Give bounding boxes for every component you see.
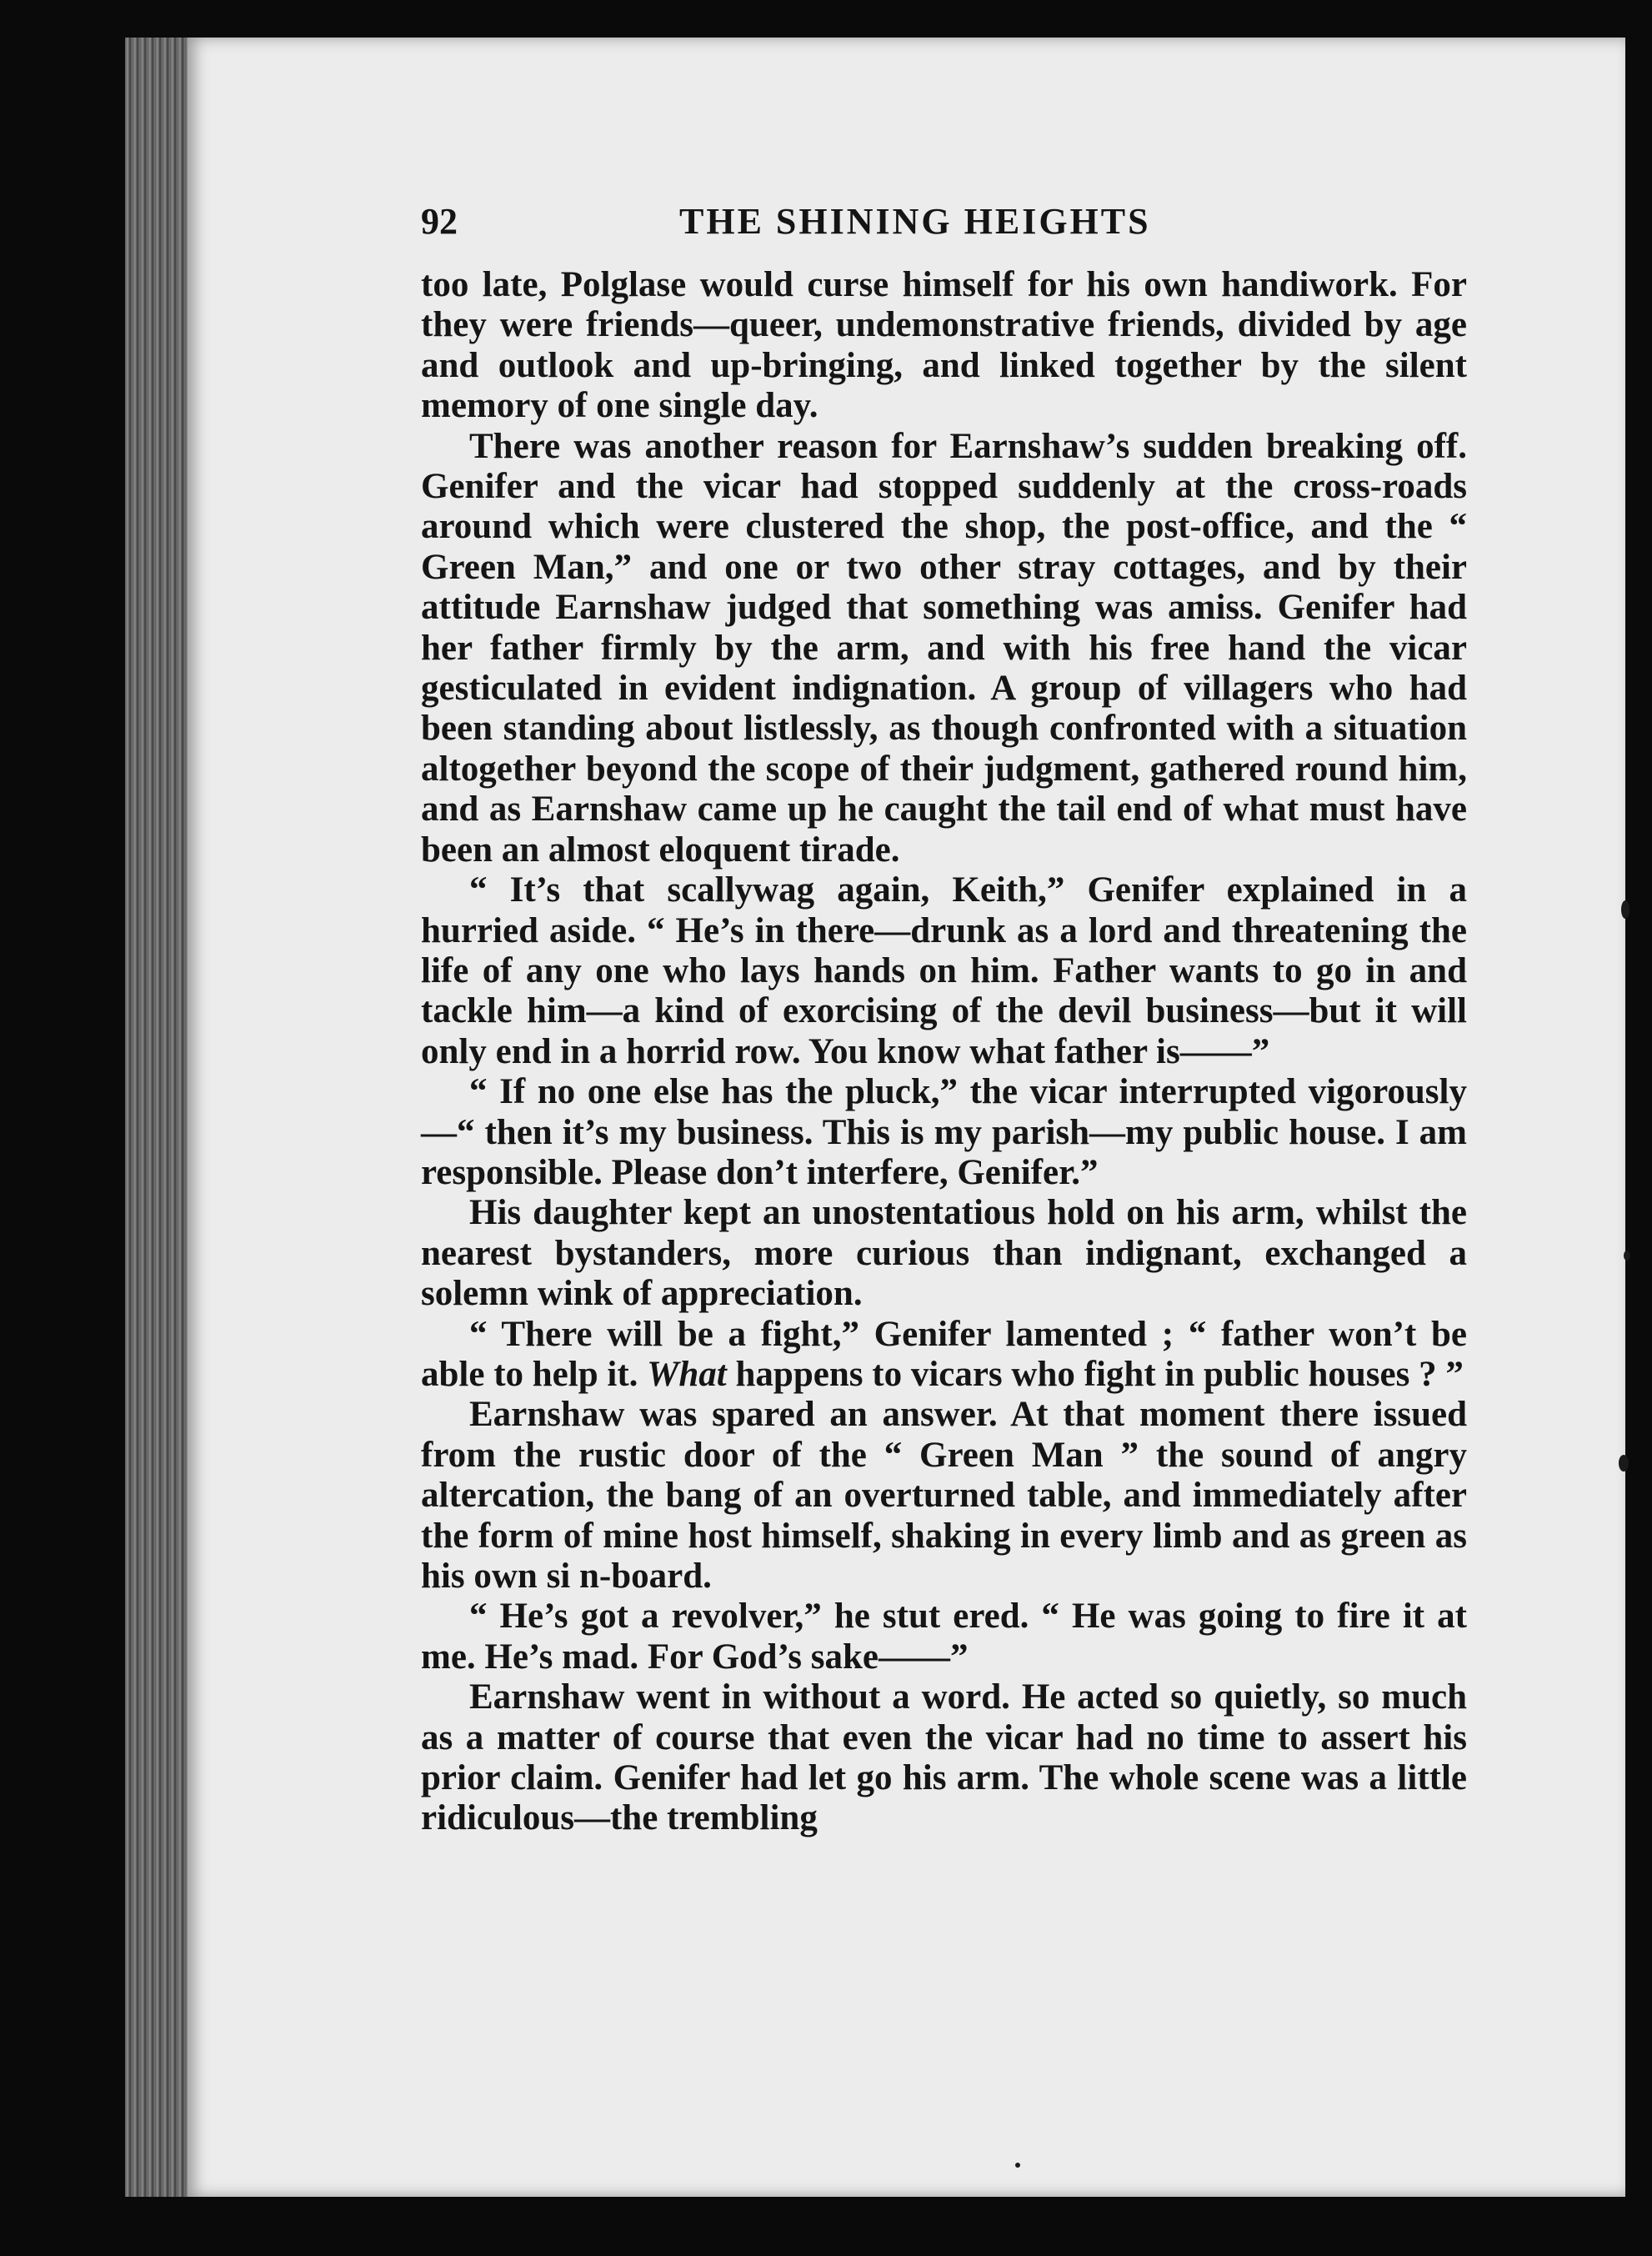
ink-speck [1015,2163,1020,2168]
paragraph: “ He’s got a revolver,” he stut ered. “ He was going to fire it at me. He’s mad. For God’s sake——” [421,1597,1467,1677]
ink-speck [1621,900,1629,919]
page-edge [125,38,196,2197]
paragraph: “ If no one else has the pluck,” the vicar interrupted vigorously—“ then it’s my business. This is my parish—my public house. I am responsible. Please don’t interfere, Genifer.” [421,1072,1467,1192]
paragraph: Earnshaw was spared an answer. At that moment there issued from the rustic door of the “ Green Man ” the sound of angry altercation, the bang of an overturned table, and immediately after the form of mine host himself, shaking in every limb and as green as his own si n-board. [421,1395,1467,1596]
paragraph-text: “ There will be a fight,” Genifer lamented ; “ father won’t be able to help it. [421,1314,1467,1394]
paragraph: too late, Polglase would curse himself for his own handiwork. For they were friends—queer, undemonstrative friends, divided by age and outlook and up-bringing, and linked together by the silent memory of one single day. [421,265,1467,426]
paragraph: Earnshaw went in without a word. He acted so quietly, so much as a matter of course that even the vicar had no time to assert his prior claim. Genifer had let go his arm. The whole scene was a little ridiculous—the trembling [421,1677,1467,1838]
paragraph-text: happens to vicars who fight in public houses ? ” [726,1354,1464,1394]
ink-speck [1619,1455,1629,1471]
page-number: 92 [421,201,458,242]
paragraph: “ It’s that scallywag again, Keith,” Genifer explained in a hurried aside. “ He’s in there—drunk as a lord and threatening the life of any one who lays hands on him. Father wants to go in and tackle him—a kind of exorcising of the devil business—but it will only end in a horrid row. You know what father is——” [421,870,1467,1071]
page-header [421,200,1467,258]
paragraph: There was another reason for Earnshaw’s sudden breaking off. Genifer and the vicar had stopped suddenly at the cross-roads around which were clustered the shop, the post-office, and the “ Green Man,” and one or two other stray cottages, and by their attitude Earnshaw judged that something was amiss. Genifer had her father firmly by the arm, and with his free hand the vicar gesticulated in evident indignation. A group of villagers who had been standing about listlessly, as though confronted with a situation altogether beyond the scope of their judgment, gathered round him, and as Earnshaw came up he caught the tail end of what must have been an almost eloquent tirade. [421,426,1467,870]
body-text [421,265,1467,1839]
running-title: THE SHINING HEIGHTS [679,201,1151,242]
paragraph: His daughter kept an unostentatious hold on his arm, whilst the nearest bystanders, more curious than indignant, exchanged a solemn wink of appreciation. [421,1193,1467,1314]
ink-speck [1624,1251,1630,1261]
paragraph [421,1315,1467,1396]
emphasis-text: What [647,1354,727,1394]
